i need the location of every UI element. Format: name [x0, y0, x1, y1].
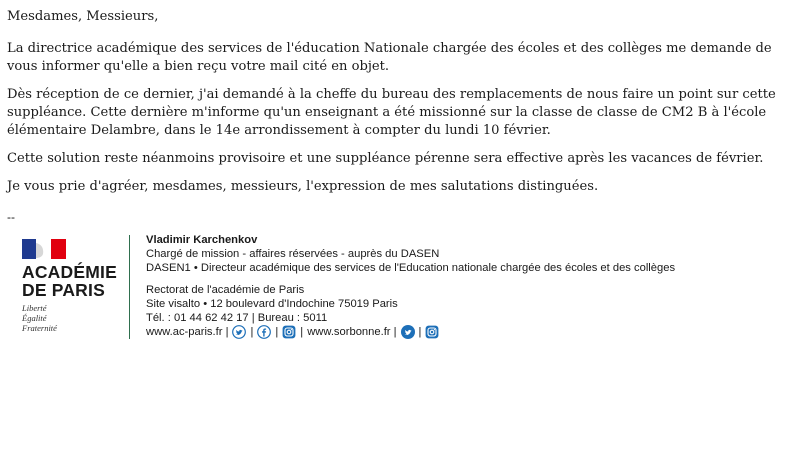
link-ac-paris[interactable]: www.ac-paris.fr | [146, 326, 229, 338]
motto-fraternite: Fraternité [22, 323, 57, 333]
twitter-icon[interactable] [232, 325, 246, 339]
separator: | [275, 326, 279, 338]
link-sorbonne[interactable]: www.sorbonne.fr | [307, 326, 397, 338]
marianne-flag-icon [22, 239, 66, 259]
twitter-icon[interactable] [401, 325, 415, 339]
paragraph-1: La directrice académique des services de l'éducation Nationale chargée des écoles et des collèges me demande de vous informer qu'elle a bien reçu votre mail cité en objet. [7, 41, 772, 74]
logo-motto [22, 303, 122, 333]
sender-role: Chargé de mission - affaires réservées - auprès du DASEN [146, 248, 440, 260]
instagram-icon[interactable] [425, 325, 439, 339]
motto-liberte: Liberté [22, 303, 47, 313]
email-body [7, 8, 793, 206]
sender-department: DASEN1 • Directeur académique des services de l'Education nationale chargée des écoles et des collèges [146, 262, 676, 274]
separator: | [300, 326, 304, 338]
logo-text-de-paris: DE PARIS [22, 280, 105, 300]
separator: | [418, 326, 422, 338]
paragraph-4: Je vous prie d'agréer, mesdames, messieurs, l'expression de mes salutations distinguées. [7, 179, 599, 194]
facebook-icon[interactable] [257, 325, 271, 339]
signature-links [146, 325, 675, 339]
logo-text-academie: ACADÉMIE [22, 262, 117, 282]
sender-organization: Rectorat de l'académie de Paris [146, 284, 305, 296]
instagram-icon[interactable] [282, 325, 296, 339]
greeting: Mesdames, Messieurs, [7, 9, 159, 24]
signature-divider [129, 235, 130, 339]
sender-phone: Tél. : 01 44 62 42 17 | Bureau : 5011 [146, 312, 328, 324]
academie-logo [22, 239, 122, 333]
paragraph-2: Dès réception de ce dernier, j'ai demandé à la cheffe du bureau des remplacements de nous faire un point sur cette suppléance. Cette dernière m'informe qu'un enseignant a été missionné sur la classe de classe de CM2 B à l'école élémentaire Delambre, dans le 14e arrondissement à compter du lundi 10 février. [7, 87, 776, 138]
paragraph-3: Cette solution reste néanmoins provisoire et une suppléance pérenne sera effective après les vacances de février. [7, 151, 764, 166]
email-signature [22, 233, 722, 343]
sender-address: Site visalto • 12 boulevard d'Indochine 75019 Paris [146, 298, 398, 310]
motto-egalite: Égalité [22, 313, 47, 323]
signature-delimiter: -- [7, 210, 15, 224]
signature-text [146, 233, 675, 339]
sender-name: Vladimir Karchenkov [146, 234, 258, 246]
separator: | [250, 326, 254, 338]
